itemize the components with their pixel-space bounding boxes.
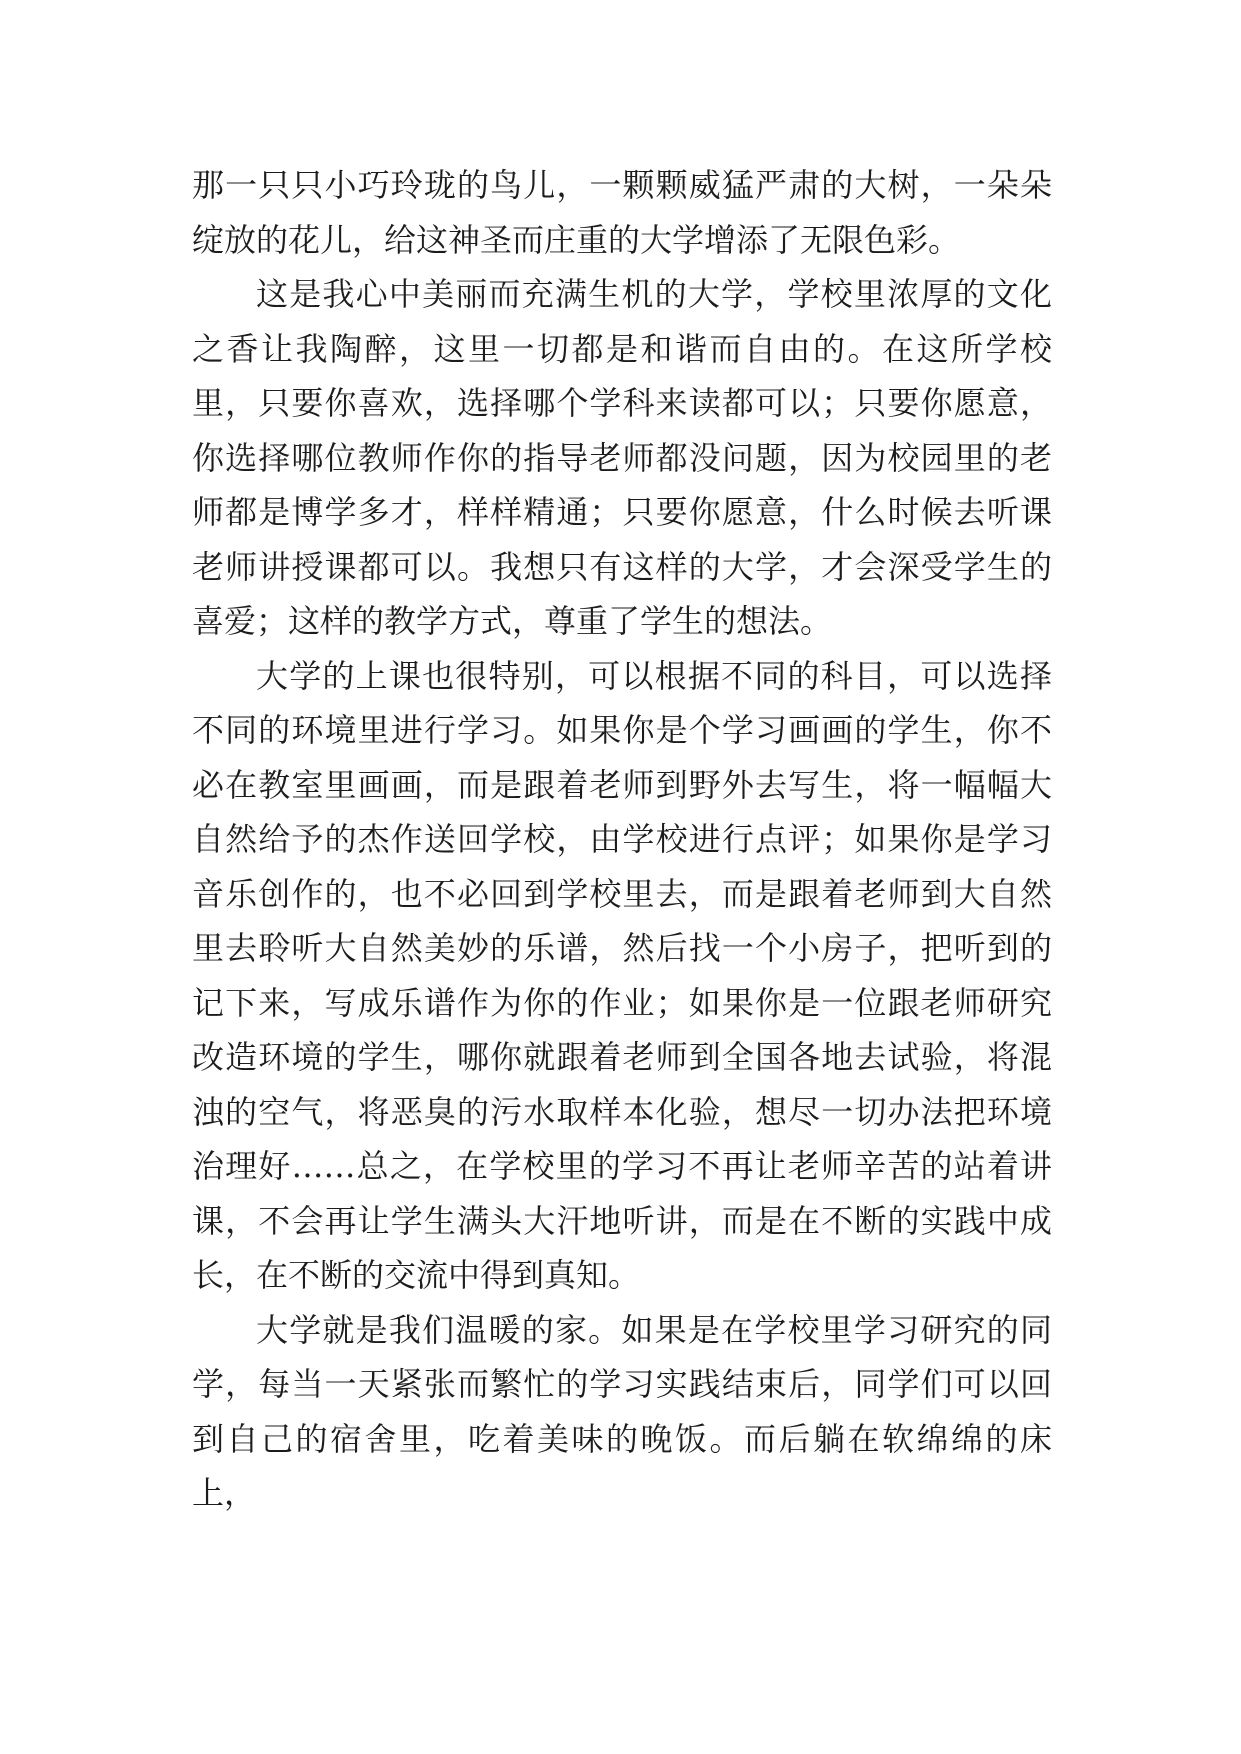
document-body	[192, 158, 1052, 1521]
paragraph-class-methods: 大学的上课也很特别，可以根据不同的科目，可以选择不同的环境里进行学习。如果你是个学习画画的学生，你不必在教室里画画，而是跟着老师到野外去写生，将一幅幅大自然给予的杰作送回学校，由学校进行点评；如果你是学习音乐创作的，也不必回到学校里去，而是跟着老师到大自然里去聆听大自然美妙的乐谱，然后找一个小房子，把听到的记下来，写成乐谱作为你的作业；如果你是一位跟老师研究改造环境的学生，哪你就跟着老师到全国各地去试验，将混浊的空气，将恶臭的污水取样本化验，想尽一切办法把环境治理好……总之，在学校里的学习不再让老师辛苦的站着讲课，不会再让学生满头大汗地听讲，而是在不断的实践中成长，在不断的交流中得到真知。	[192, 656, 1052, 1294]
paragraph-warm-home: 大学就是我们温暖的家。如果是在学校里学习研究的同学，每当一天紧张而繁忙的学习实践结束后，同学们可以回到自己的宿舍里，吃着美味的晚饭。而后躺在软绵绵的床上，	[192, 1310, 1052, 1512]
paragraph-campus-culture: 这是我心中美丽而充满生机的大学，学校里浓厚的文化之香让我陶醉，这里一切都是和谐而自由的。在这所学校里，只要你喜欢，选择哪个学科来读都可以；只要你愿意，你选择哪位教师作你的指导老师都没问题，因为校园里的老师都是博学多才，样样精通；只要你愿意，什么时候去听课老师讲授课都可以。我想只有这样的大学，才会深受学生的喜爱；这样的教学方式，尊重了学生的想法。	[192, 275, 1052, 640]
paragraph-intro-nature: 那一只只小巧玲珑的鸟儿，一颗颗威猛严肃的大树，一朵朵绽放的花儿，给这神圣而庄重的大学增添了无限色彩。	[192, 166, 1052, 259]
